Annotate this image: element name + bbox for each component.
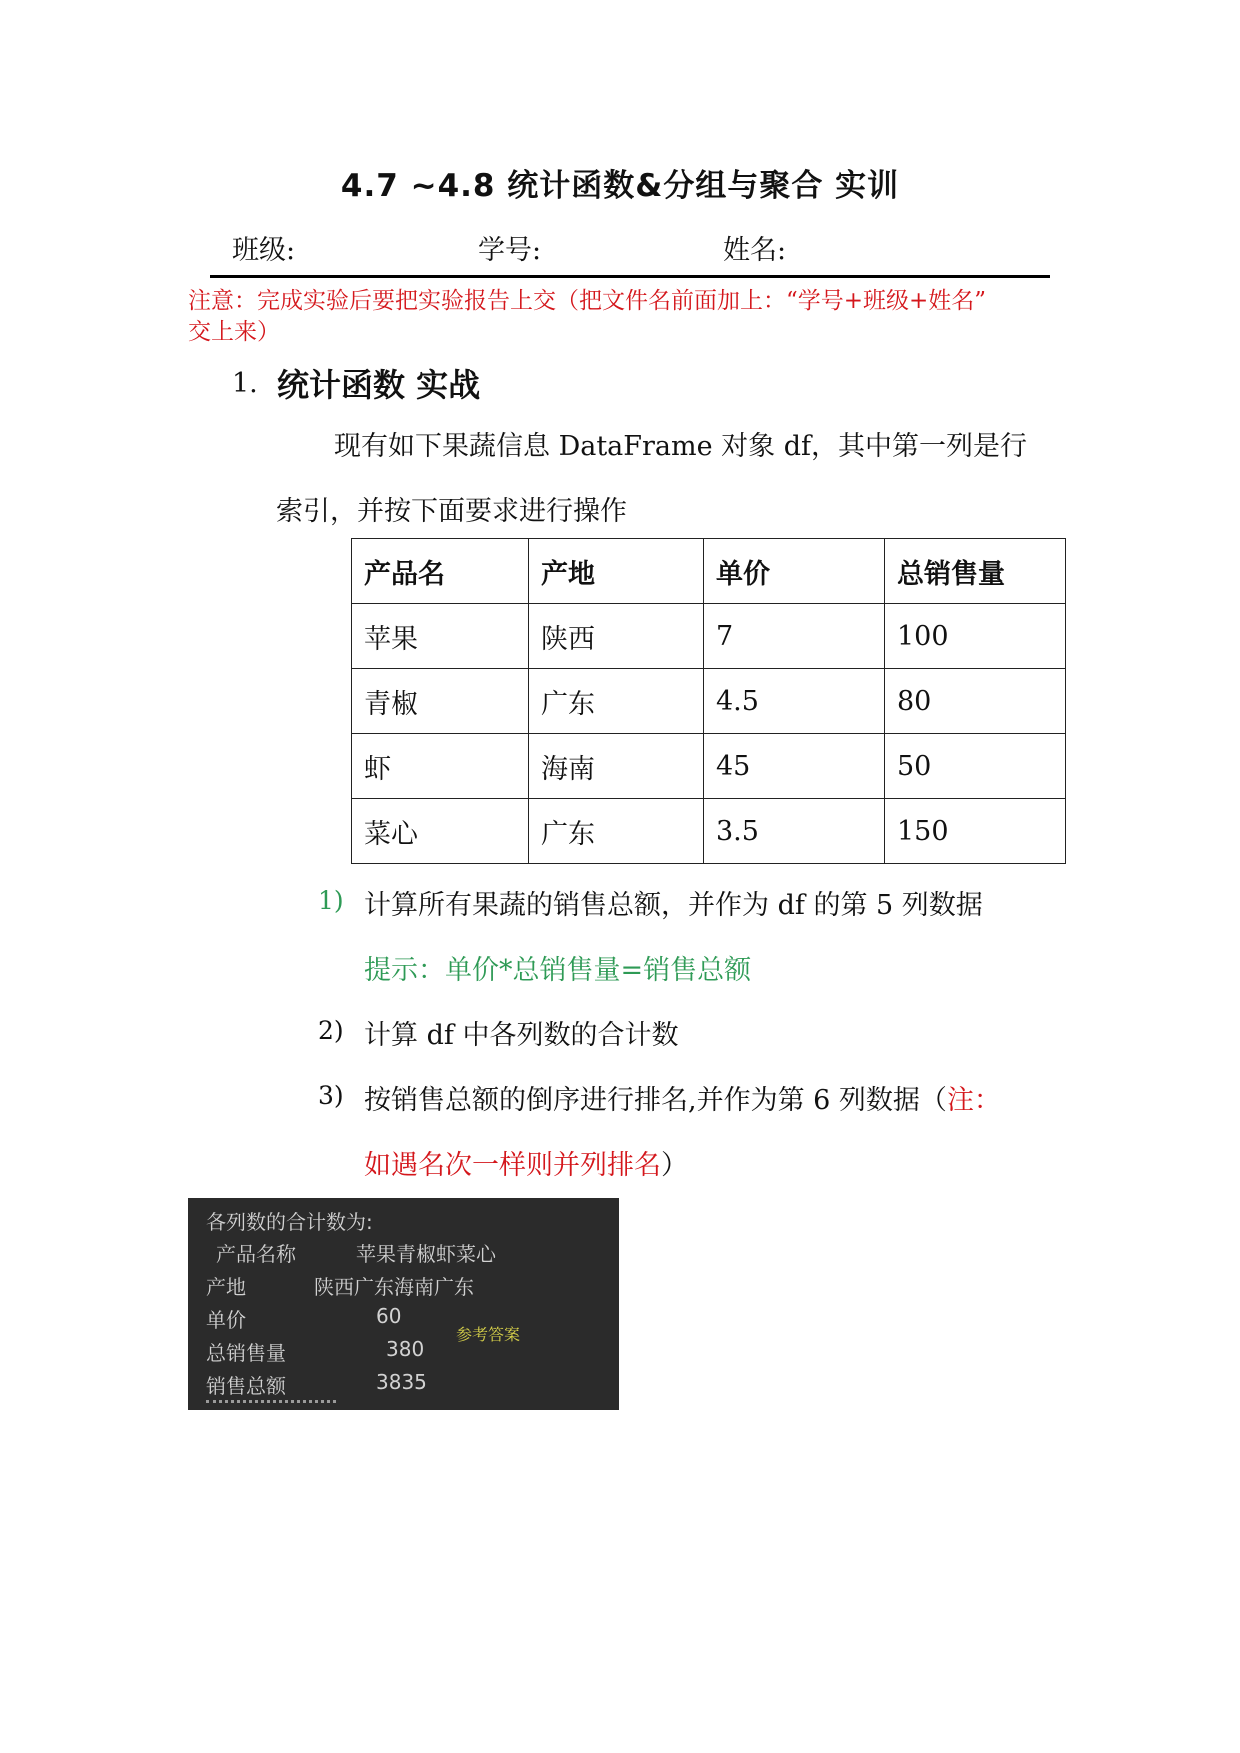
page-title: 4.7 ~4.8 统计函数&分组与聚合 实训 <box>340 168 900 204</box>
answer-label: 产品名称 <box>216 1242 296 1266</box>
table-cell: 虾 <box>352 734 529 799</box>
answer-screenshot <box>188 1198 619 1410</box>
question-3-main: 按销售总额的倒序进行排名,并作为第 6 列数据（ <box>364 1085 947 1116</box>
answer-label: 单价 <box>206 1308 246 1332</box>
question-3-note-text: 如遇名次一样则并列排名 <box>364 1150 661 1181</box>
table-row <box>352 734 1066 799</box>
table-row <box>352 799 1066 864</box>
table-row <box>352 604 1066 669</box>
table-cell: 海南 <box>529 734 704 799</box>
answer-value: 380 <box>386 1337 425 1361</box>
table-cell: 4.5 <box>704 669 885 734</box>
table-cell: 50 <box>885 734 1066 799</box>
table-cell: 广东 <box>529 799 704 864</box>
student-id-label: 学号: <box>478 235 542 266</box>
question-1-number: 1) <box>318 886 344 915</box>
answer-cutoff-line <box>206 1400 336 1410</box>
answer-badge: 参考答案 <box>456 1325 521 1344</box>
question-1-text: 计算所有果蔬的销售总额，并作为 df 的第 5 列数据 <box>364 890 983 921</box>
section-number: 1. <box>232 368 258 399</box>
table-cell: 苹果 <box>352 604 529 669</box>
section-title: 统计函数 实战 <box>277 366 481 404</box>
answer-value: 60 <box>376 1304 402 1328</box>
table-cell: 3.5 <box>704 799 885 864</box>
question-1-hint: 提示：单价*总销售量=销售总额 <box>364 955 752 986</box>
question-2-text: 计算 df 中各列数的合计数 <box>364 1020 679 1051</box>
table-cell: 100 <box>885 604 1066 669</box>
answer-heading: 各列数的合计数为: <box>206 1210 373 1234</box>
table-header-row <box>352 539 1066 604</box>
intro-line-2: 索引，并按下面要求进行操作 <box>276 496 627 527</box>
table-cell: 45 <box>704 734 885 799</box>
question-3-note-start: 注： <box>946 1085 1001 1116</box>
table-cell: 菜心 <box>352 799 529 864</box>
question-3-text <box>364 1078 1001 1117</box>
table-cell: 7 <box>704 604 885 669</box>
question-3-number: 3) <box>318 1081 344 1110</box>
table-cell: 青椒 <box>352 669 529 734</box>
answer-value: 苹果青椒虾菜心 <box>356 1242 496 1266</box>
table-header-cell: 产地 <box>529 539 704 604</box>
intro-line-1: 现有如下果蔬信息 DataFrame 对象 df，其中第一列是行 <box>334 431 1028 462</box>
question-2-number: 2) <box>318 1016 344 1045</box>
header-divider <box>210 275 1050 278</box>
table-cell: 广东 <box>529 669 704 734</box>
notice-line-2: 交上来） <box>188 319 280 345</box>
table-header-cell: 总销售量 <box>885 539 1066 604</box>
class-label: 班级: <box>232 235 296 266</box>
table-cell: 80 <box>885 669 1066 734</box>
table-cell: 陕西 <box>529 604 704 669</box>
answer-label: 产地 <box>206 1275 246 1299</box>
table-cell: 150 <box>885 799 1066 864</box>
table-header-cell: 单价 <box>704 539 885 604</box>
answer-label: 销售总额 <box>206 1374 286 1398</box>
question-3-note <box>364 1143 688 1182</box>
table-row <box>352 669 1066 734</box>
answer-value: 3835 <box>376 1370 427 1394</box>
table-header-cell: 产品名 <box>352 539 529 604</box>
answer-value: 陕西广东海南广东 <box>314 1275 474 1299</box>
student-name-label: 姓名: <box>723 235 787 266</box>
produce-table <box>351 538 1066 864</box>
question-3-close: ） <box>661 1150 688 1181</box>
notice-line-1: 注意：完成实验后要把实验报告上交（把文件名前面加上：“学号+班级+姓名” <box>188 288 987 314</box>
answer-label: 总销售量 <box>206 1341 286 1365</box>
